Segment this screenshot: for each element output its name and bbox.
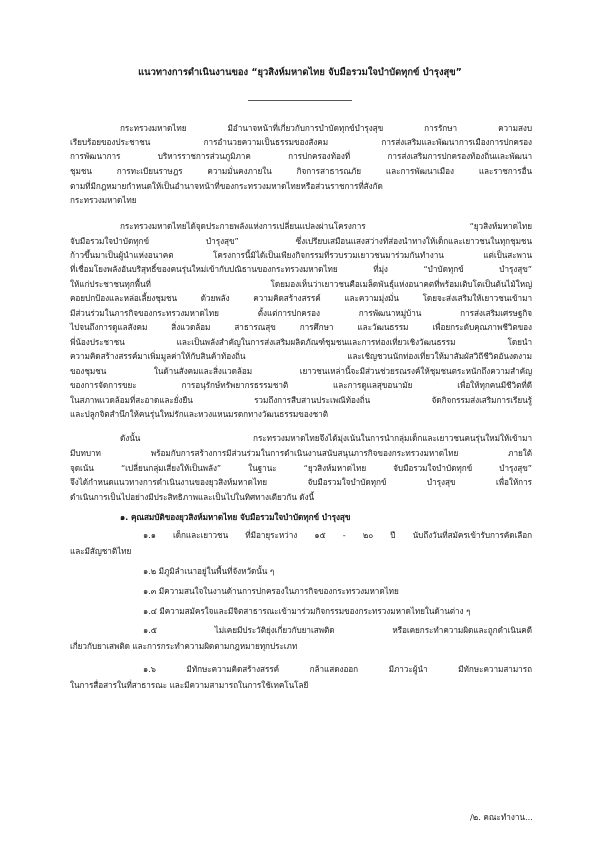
body-line: ที่เชื่อมโยงพลังอันบริสุทธิ์ของคนรุ่นใหม่เข้ากับปณิธานของกระทรวงมหาดไทย ที่มุ่ง “บำบัดทุกข์ บำรุงสุข”	[70, 264, 532, 274]
document-title: แนวทางการดำเนินงานของ “ยุวสิงห์มหาดไทย จับมือรวมใจบำบัดทุกข์ บำรุงสุข”	[138, 67, 462, 78]
list-item: ๑.๒ มีภูมิลำเนาอยู่ในพื้นที่จังหวัดนั้น ๆ	[143, 566, 275, 576]
intro-line: ชุมชน การทะเบียนราษฎร ความมั่นคงภายใน กิจการสาธารณภัย และการพัฒนาเมือง และราชการอื่น	[70, 166, 532, 176]
list-item: ๑.๔ มีความสมัครใจและมีจิตสาธารณะเข้ามาร่วมกิจกรรมของกระทรวงมหาดไทยในด้านต่าง ๆ	[143, 606, 471, 616]
body-line: พี่น้องประชาชน และเป็นพลังสำคัญในการส่งเสริมผลิตภัณฑ์ชุมชนและการท่องเที่ยวเชิงวัฒนธรรม โดยนำ	[70, 337, 532, 347]
body-line: ให้แก่ประชาชนทุกพื้นที่ โดยมองเห็นว่าเยาวชนคือเมล็ดพันธุ์แห่งอนาคตที่พร้อมเติบโตเป็นต้นไม้ใหญ่	[70, 279, 532, 289]
body-line: คอยปกป้องและหล่อเลี้ยงชุมชน ด้วยพลัง ความคิดสร้างสรรค์ และความมุ่งมั่น โดยจะส่งเสริมให้เยาวชนเข้ามา	[70, 293, 532, 303]
intro-line: การพัฒนาการ บริหารราชการส่วนภูมิภาค การปกครองท้องที่ การส่งเสริมการปกครองท้องถิ่นและพัฒนา	[70, 151, 532, 161]
body-line: ของการจัดการขยะ การอนุรักษ์ทรัพยากรธรรมชาติ และการดูแลสุขอนามัย เพื่อให้ทุกคนมีชีวิตที่ดี	[70, 380, 532, 390]
body-line: ไปจนถึงการดูแลสังคม สิ่งแวดล้อม สาธารณสุข การศึกษา และวัฒนธรรม เพื่อยกระดับคุณภาพชีวิตของ	[70, 322, 532, 332]
list-item-continuation: และมีสัญชาติไทย	[70, 546, 132, 556]
title-underline-divider	[248, 100, 352, 101]
list-item: ๑.๓ มีความสนใจในงานด้านการปกครองในภารกิจของกระทรวงมหาดไทย	[143, 586, 399, 596]
intro-line: เรียบร้อยของประชาชน การอำนวยความเป็นธรรมของสังคม การส่งเสริมและพัฒนาการเมืองการปกครอง	[70, 137, 532, 147]
conclusion-line: ดังนั้น กระทรวงมหาดไทยจึงได้มุ่งเน้นในการนำกลุ่มเด็กและเยาวชนคนรุ่นใหม่ให้เข้ามา	[120, 433, 532, 443]
list-item: ๑.๑ เด็กและเยาวชน ที่มีอายุระหว่าง ๑๕ - ๒๐ ปี นับถึงวันที่สมัครเข้ารับการคัดเลือก	[143, 530, 532, 540]
intro-line: กระทรวงมหาดไทย มีอำนาจหน้าที่เกี่ยวกับการบำบัดทุกข์บำรุงสุข การรักษา ความสงบ	[120, 123, 532, 133]
body-line: ก้าวขึ้นมาเป็นผู้นำแห่งอนาคต โครงการนี้มิได้เป็นเพียงกิจกรรมที่รวบรวมเยาวชนมาร่วมกันทำงาน แต่เป็นสะพาน	[70, 250, 532, 260]
list-item-continuation: เกี่ยวกับยาเสพติด และการกระทำความผิดตามกฎหมายทุกประเภท	[70, 641, 298, 651]
section-heading: ๑. คุณสมบัติของยุวสิงห์มหาดไทย จับมือรวมใจบำบัดทุกข์ บำรุงสุข	[120, 512, 351, 522]
body-line: จับมือรวมใจบำบัดทุกข์ บำรุงสุข” ซึ่งเปรียบเสมือนแสงสว่างที่ส่องนำทางให้เด็กและเยาวชนในทุกชุมชน	[70, 236, 532, 246]
body-line: และปลูกจิตสำนึกให้คนรุ่นใหม่รักและหวงแหนมรดกทางวัฒนธรรมของชาติ	[70, 409, 328, 419]
body-line: มีส่วนร่วมในภารกิจของกระทรวงมหาดไทย ตั้งแต่การปกครอง การพัฒนาหมู่บ้าน การส่งเสริมเศรษฐกิจ	[70, 308, 532, 318]
conclusion-line: จึงได้กำหนดแนวทางการดำเนินงานของยุวสิงห์มหาดไทย จับมือรวมใจบำบัดทุกข์ บำรุงสุข เพื่อให้การ	[70, 477, 532, 487]
body-line: ความคิดสร้างสรรค์มาเพิ่มมูลค่าให้กับสินค้าท้องถิ่น และเชิญชวนนักท่องเที่ยวให้มาสัมผัสวิถีชีวิตอันงดงาม	[70, 351, 532, 361]
conclusion-line: จุดเน้น “เปลี่ยนกลุ่มเสี่ยงให้เป็นพลัง” ในฐานะ “ยุวสิงห์มหาดไทย จับมือรวมใจบำบัดทุกข์ บำรุงสุข”	[70, 463, 532, 473]
body-line: ของชุมชน ในด้านสังคมและสิ่งแวดล้อม เยาวชนเหล่านี้จะมีส่วนช่วยรณรงค์ให้ชุมชนตระหนักถึงความสำคัญ	[70, 366, 532, 376]
conclusion-line: มีบทบาท พร้อมกับการสร้างการมีส่วนร่วมในการดำเนินงานสนับสนุนภารกิจของกระทรวงมหาดไทย ภายใต้	[70, 448, 532, 458]
continuation-marker: /๒. คณะทำงาน...	[470, 812, 533, 822]
intro-line: กระทรวงมหาดไทย	[70, 195, 137, 205]
list-item: ๑.๖ มีทักษะความคิดสร้างสรรค์ กล้าแสดงออก มีภาวะผู้นำ มีทักษะความสามารถ	[143, 664, 532, 674]
body-line: ในสภาพแวดล้อมที่สะอาดและยั่งยืน รวมถึงการสืบสานประเพณีท้องถิ่น จัดกิจกรรมส่งเสริมการเรียนรู้	[70, 395, 532, 405]
body-line: กระทรวงมหาดไทยได้จุดประกายพลังแห่งการเปลี่ยนแปลงผ่านโครงการ “ยุวสิงห์มหาดไทย	[120, 221, 532, 231]
intro-line: ตามที่มีกฎหมายกำหนดให้เป็นอำนาจหน้าที่ของกระทรวงมหาดไทยหรือส่วนราชการที่สังกัด	[70, 181, 383, 191]
conclusion-line: ดำเนินการเป็นไปอย่างมีประสิทธิภาพและเป็นไปในทิศทางเดียวกัน ดังนี้	[70, 492, 315, 502]
list-item: ๑.๕ ไม่เคยมีประวัติยุ่งเกี่ยวกับยาเสพติด หรือเคยกระทำความผิดและถูกดำเนินคดี	[143, 625, 532, 635]
list-item-continuation: ในการสื่อสารในที่สาธารณะ และมีความสามารถในการใช้เทคโนโลยี	[70, 680, 309, 690]
